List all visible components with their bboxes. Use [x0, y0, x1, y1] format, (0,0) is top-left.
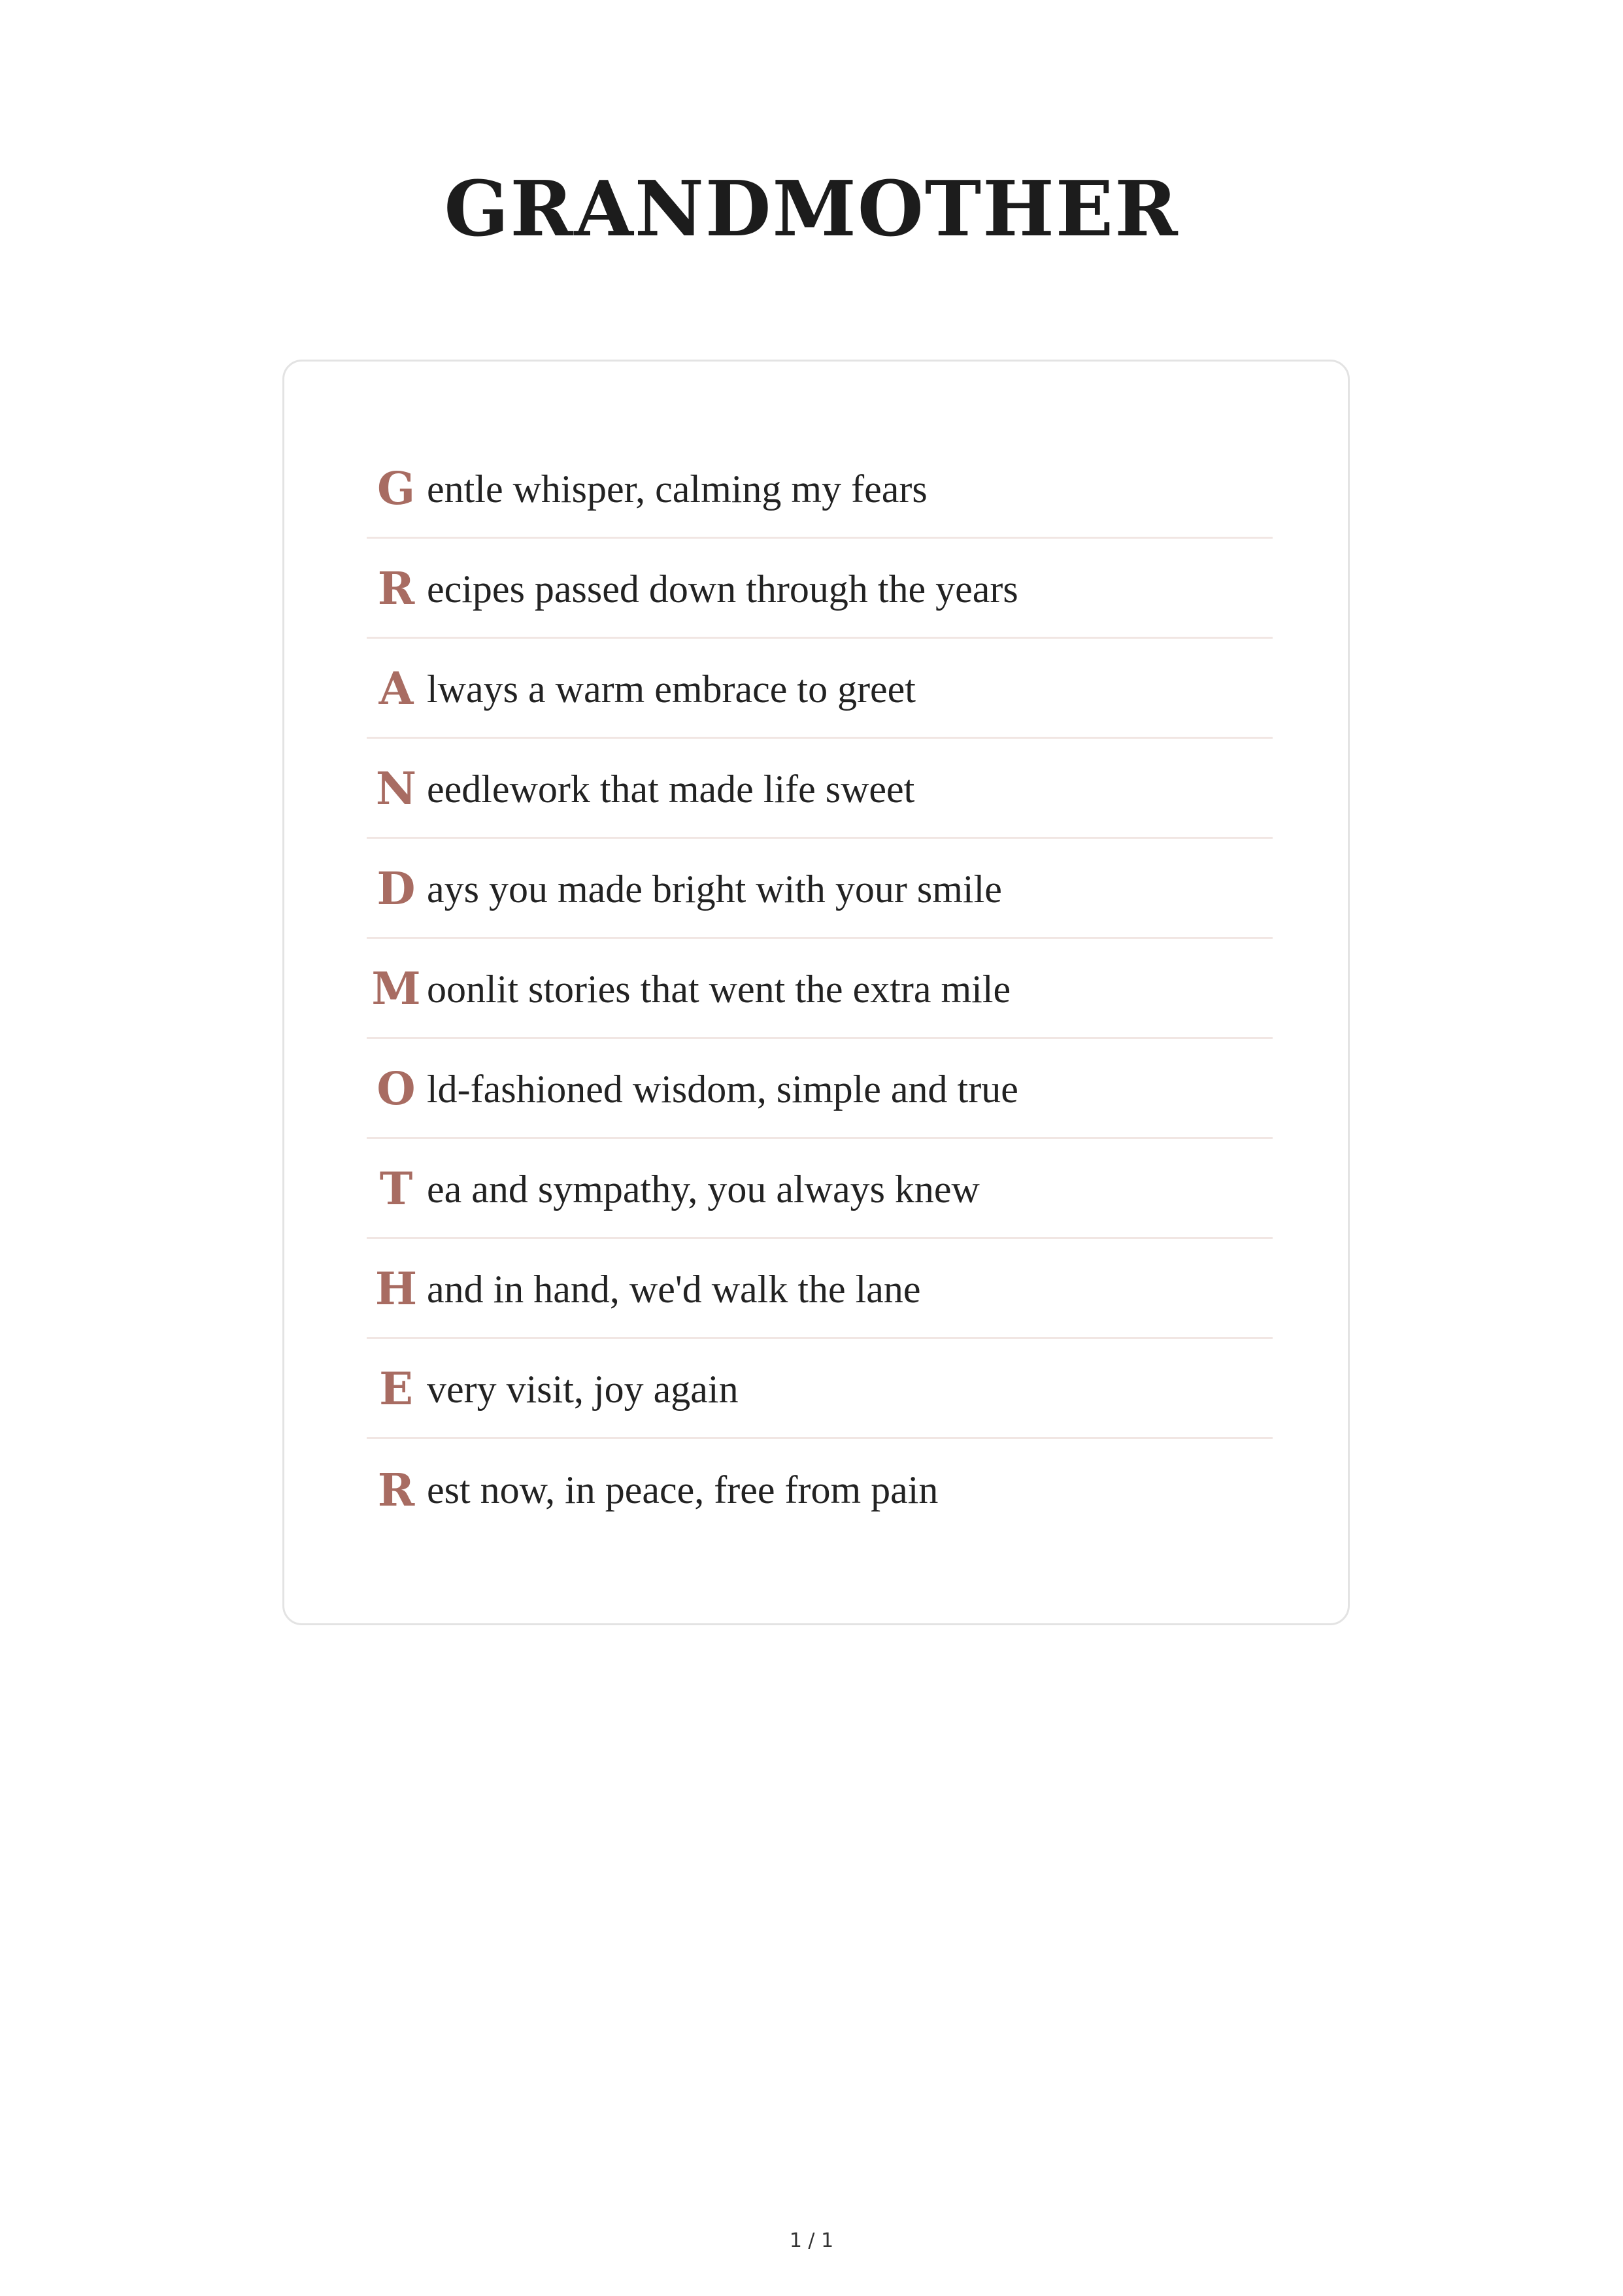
line-initial: G: [376, 463, 416, 515]
line-initial: M: [371, 963, 421, 1015]
line-initial: R: [377, 563, 415, 615]
line-text: ays you made bright with your smile: [427, 867, 1002, 911]
line-text: ecipes passed down through the years: [427, 567, 1018, 611]
poem-card: [282, 360, 1350, 1625]
poem-line: [367, 1439, 1273, 1539]
poem-line: [367, 1039, 1273, 1139]
line-initial: T: [379, 1163, 413, 1215]
line-initial: D: [376, 863, 416, 915]
poem-line: [367, 1139, 1273, 1239]
line-text: lways a warm embrace to greet: [427, 667, 916, 711]
line-initial: O: [376, 1063, 416, 1115]
line-text: entle whisper, calming my fears: [427, 467, 928, 511]
poem-line: [367, 1339, 1273, 1439]
line-text: ea and sympathy, you always knew: [427, 1167, 980, 1211]
line-initial: R: [377, 1464, 415, 1517]
poem-line: [367, 539, 1273, 639]
poem-line: [367, 1239, 1273, 1339]
poem-line: [367, 739, 1273, 839]
poem-line: [367, 639, 1273, 739]
acrostic-poem: [367, 439, 1273, 1539]
page-number: 1 / 1: [789, 2229, 834, 2252]
poem-line: [367, 839, 1273, 939]
line-initial: E: [379, 1363, 413, 1415]
line-initial: H: [375, 1263, 418, 1315]
line-initial: N: [375, 763, 417, 815]
line-text: very visit, joy again: [427, 1367, 739, 1411]
line-text: est now, in peace, free from pain: [427, 1468, 939, 1511]
line-text: and in hand, we'd walk the lane: [427, 1267, 921, 1311]
line-text: eedlework that made life sweet: [427, 767, 915, 811]
line-initial: A: [378, 663, 414, 715]
poem-line: [367, 939, 1273, 1039]
poem-line: [367, 439, 1273, 539]
page-title: GRANDMOTHER: [444, 165, 1179, 254]
line-text: ld-fashioned wisdom, simple and true: [427, 1067, 1018, 1111]
line-text: oonlit stories that went the extra mile: [427, 967, 1011, 1011]
